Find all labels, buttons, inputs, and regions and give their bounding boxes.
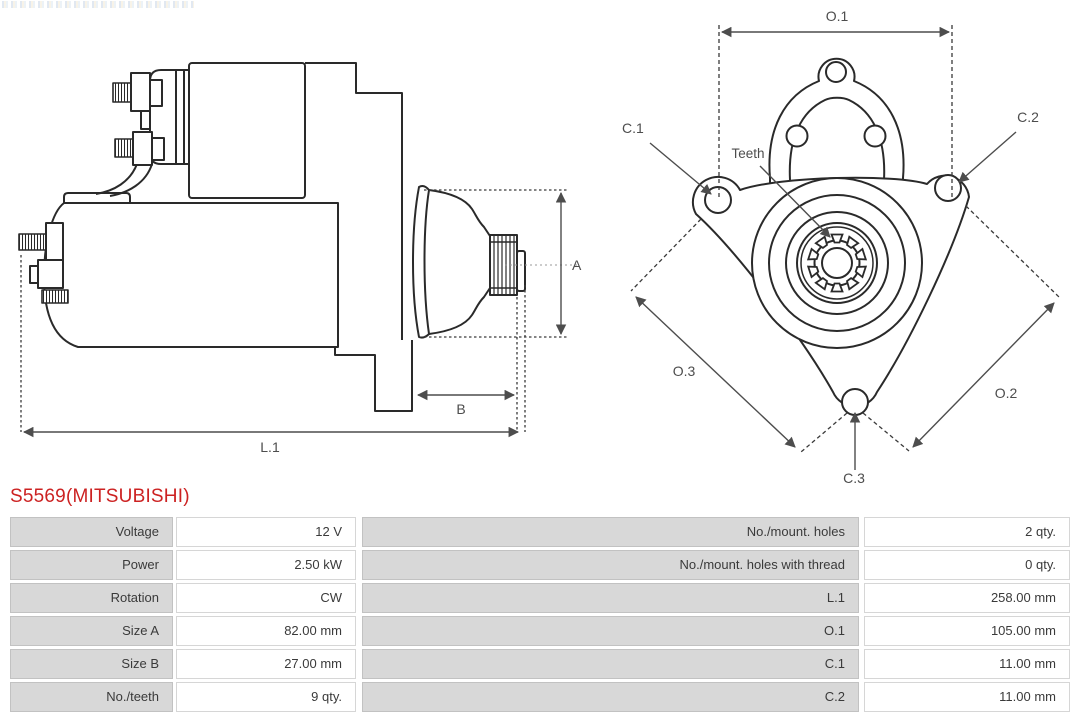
spec-value: 12 V — [176, 517, 356, 547]
spec-value: CW — [176, 583, 356, 613]
table-row — [10, 682, 1070, 712]
spec-value: 11.00 mm — [864, 682, 1070, 712]
spec-value: 82.00 mm — [176, 616, 356, 646]
spec-value: 258.00 mm — [864, 583, 1070, 613]
table-row — [10, 583, 1070, 613]
dim-label-o1: O.1 — [825, 8, 849, 24]
spec-value: 0 qty. — [864, 550, 1070, 580]
spec-label: No./mount. holes — [362, 517, 859, 547]
spec-value: 11.00 mm — [864, 649, 1070, 679]
table-row — [10, 517, 1070, 547]
flange-outline — [693, 175, 969, 415]
dim-label-teeth: Teeth — [731, 146, 765, 161]
spec-label: No./mount. holes with thread — [362, 550, 859, 580]
dim-label-o2: O.2 — [994, 385, 1018, 401]
table-row — [10, 649, 1070, 679]
starter-side-view-drawing — [0, 40, 600, 470]
spec-label: C.1 — [362, 649, 859, 679]
spec-value: 2 qty. — [864, 517, 1070, 547]
spec-value: 9 qty. — [176, 682, 356, 712]
dim-label-c2: C.2 — [1017, 109, 1039, 125]
starter-front-view-drawing — [600, 0, 1080, 500]
dim-label-b: B — [456, 401, 466, 417]
dim-label-c1: C.1 — [622, 120, 644, 136]
spec-value: 105.00 mm — [864, 616, 1070, 646]
spec-label: Rotation — [10, 583, 173, 613]
spec-label: C.2 — [362, 682, 859, 712]
motor-outline — [19, 63, 525, 411]
spec-label: Voltage — [10, 517, 173, 547]
spec-label: Power — [10, 550, 173, 580]
spec-label: L.1 — [362, 583, 859, 613]
dim-label-o3: O.3 — [672, 363, 696, 379]
dim-label-l1: L.1 — [260, 439, 280, 455]
spec-value: 27.00 mm — [176, 649, 356, 679]
dim-label-a: A — [572, 257, 582, 273]
table-row — [10, 550, 1070, 580]
spec-value: 2.50 kW — [176, 550, 356, 580]
spec-label: No./teeth — [10, 682, 173, 712]
spec-label: O.1 — [362, 616, 859, 646]
dim-label-c3: C.3 — [843, 470, 865, 486]
spec-label: Size B — [10, 649, 173, 679]
pinion-gear — [808, 235, 866, 292]
part-number-title: S5569(MITSUBISHI) — [10, 486, 190, 507]
spec-label: Size A — [10, 616, 173, 646]
spec-table — [10, 517, 1070, 715]
scan-artifact-strip — [2, 1, 194, 8]
table-row — [10, 616, 1070, 646]
